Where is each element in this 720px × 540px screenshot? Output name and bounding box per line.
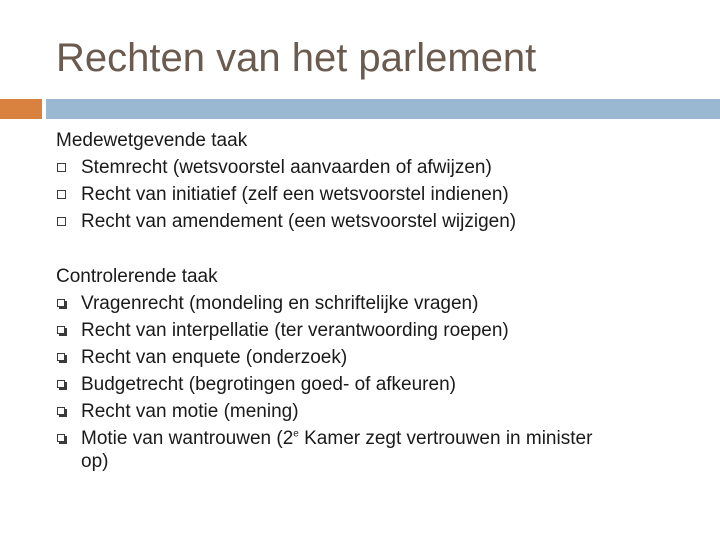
list-item xyxy=(56,344,696,371)
motion-text-end: Kamer zegt vertrouwen in minister xyxy=(298,428,593,449)
bullet-list-controlling xyxy=(56,290,696,472)
shadow-square-bullet-icon xyxy=(57,299,67,309)
shadow-square-bullet-icon xyxy=(57,407,67,417)
list-item-text xyxy=(81,428,592,449)
list-item-text: Recht van interpellatie (ter verantwoording roepen) xyxy=(81,320,509,341)
list-item xyxy=(56,425,696,472)
section-heading-legislative: Medewetgevende taak xyxy=(56,130,248,151)
accent-bar-blue xyxy=(46,99,720,119)
shadow-square-bullet-icon xyxy=(57,434,67,444)
square-bullet-icon xyxy=(57,190,66,199)
list-item xyxy=(56,371,696,398)
section-controlling xyxy=(56,263,696,472)
square-bullet-icon xyxy=(57,163,66,172)
square-bullet-icon xyxy=(57,217,66,226)
list-item-text: Recht van amendement (een wetsvoorstel wijzigen) xyxy=(81,211,517,232)
slide-content xyxy=(56,127,696,472)
list-item-text: Recht van enquete (onderzoek) xyxy=(81,347,348,368)
list-item xyxy=(56,317,696,344)
list-item-continuation: op) xyxy=(81,451,109,472)
list-item xyxy=(56,398,696,425)
list-item xyxy=(56,208,696,235)
bullet-list-legislative xyxy=(56,154,696,235)
section-legislative xyxy=(56,127,696,235)
ordinal-superscript: e xyxy=(293,428,299,440)
list-item xyxy=(56,290,696,317)
shadow-square-bullet-icon xyxy=(57,326,67,336)
list-item-text: Vragenrecht (mondeling en schriftelijke vragen) xyxy=(81,293,479,314)
list-item-text: Stemrecht (wetsvoorstel aanvaarden of afwijzen) xyxy=(81,157,492,178)
shadow-square-bullet-icon xyxy=(57,380,67,390)
list-item xyxy=(56,154,696,181)
shadow-square-bullet-icon xyxy=(57,353,67,363)
list-item-text: Recht van motie (mening) xyxy=(81,401,299,422)
accent-bar-orange xyxy=(0,99,42,119)
list-item-text: Budgetrecht (begrotingen goed- of afkeuren) xyxy=(81,374,456,395)
slide-title: Rechten van het parlement xyxy=(56,36,537,80)
section-spacer xyxy=(56,235,696,263)
list-item-text: Recht van initiatief (zelf een wetsvoorstel indienen) xyxy=(81,184,509,205)
motion-text-start: Motie van wantrouwen (2 xyxy=(81,428,294,449)
list-item xyxy=(56,181,696,208)
section-heading-controlling: Controlerende taak xyxy=(56,266,218,287)
